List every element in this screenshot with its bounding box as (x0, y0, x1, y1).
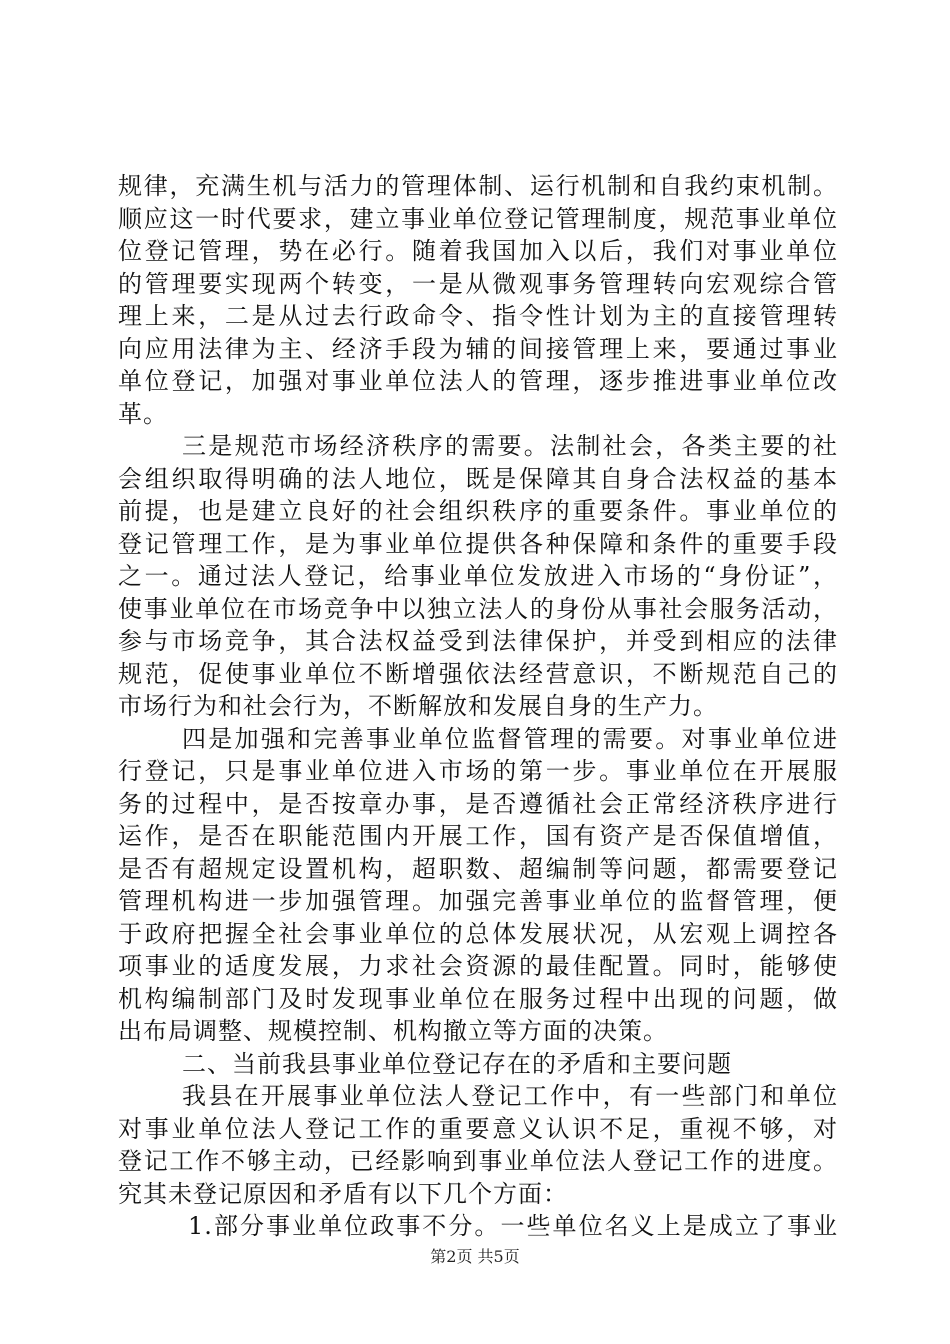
text-line: 会组织取得明确的法人地位，既是保障其自身合法权益的基本 (118, 464, 838, 493)
text-line: 项事业的适度发展，力求社会资源的最佳配置。同时，能够使 (118, 952, 838, 980)
text-line: 务的过程中，是否按章办事，是否遵循社会正常经济秩序进行 (118, 789, 838, 818)
text-line: 位登记管理，势在必行。随着我国加入以后，我们对事业单位 (118, 237, 838, 265)
paragraph-start-line: 我县在开展事业单位法人登记工作中，有一些部门和单位 (182, 1082, 838, 1110)
text-line: 管理机构进一步加强管理。加强完善事业单位的监督管理，便 (118, 887, 838, 915)
text-line: 行登记，只是事业单位进入市场的第一步。事业单位在开展服 (118, 757, 838, 785)
page-footer: 第2页 共5页 (430, 1247, 520, 1266)
text-line: 规律，充满生机与活力的管理体制、运行机制和自我约束机制。 (118, 172, 838, 200)
text-line: 使事业单位在市场竞争中以独立法人的身份从事社会服务活动， (118, 594, 838, 623)
text-line: 前提，也是建立良好的社会组织秩序的重要条件。事业单位的 (118, 497, 838, 525)
section-heading: 二、当前我县事业单位登记存在的矛盾和主要问题 (182, 1049, 732, 1078)
text-line: 规范，促使事业单位不断增强依法经营意识，不断规范自己的 (118, 659, 838, 688)
paragraph-start-line: 三是规范市场经济秩序的需要。法制社会，各类主要的社 (182, 432, 838, 460)
text-line: 出布局调整、规模控制、机构撤立等方面的决策。 (118, 1017, 668, 1045)
text-line: 的管理要实现两个转变，一是从微观事务管理转向宏观综合管 (118, 269, 838, 298)
text-line: 市场行为和社会行为，不断解放和发展自身的生产力。 (118, 692, 718, 720)
text-line: 之一。通过法人登记，给事业单位发放进入市场的“身份证”， (118, 562, 838, 590)
text-line: 单位登记，加强对事业单位法人的管理，逐步推进事业单位改 (118, 367, 838, 395)
text-line: 运作，是否在职能范围内开展工作，国有资产是否保值增值， (118, 822, 838, 850)
paragraph-start-line: 1.部分事业单位政事不分。一些单位名义上是成立了事业 (188, 1212, 838, 1240)
text-line: 登记管理工作，是为事业单位提供各种保障和条件的重要手段 (118, 529, 838, 558)
text-line: 对事业单位法人登记工作的重要意义认识不足，重视不够，对 (118, 1114, 838, 1143)
text-line: 理上来，二是从过去行政命令、指令性计划为主的直接管理转 (118, 302, 838, 330)
text-line: 于政府把握全社会事业单位的总体发展状况，从宏观上调控各 (118, 919, 838, 948)
text-line: 革。 (118, 399, 168, 428)
text-line: 向应用法律为主、经济手段为辅的间接管理上来，要通过事业 (118, 334, 838, 363)
text-line: 参与市场竞争，其合法权益受到法律保护，并受到相应的法律 (118, 627, 838, 655)
text-line: 究其未登记原因和矛盾有以下几个方面： (118, 1179, 568, 1208)
text-line: 顺应这一时代要求，建立事业单位登记管理制度，规范事业单位 (118, 204, 838, 233)
body-text (118, 170, 838, 1243)
paragraph-start-line: 四是加强和完善事业单位监督管理的需要。对事业单位进 (182, 724, 838, 753)
text-line: 是否有超规定设置机构，超职数、超编制等问题，都需要登记 (118, 854, 838, 883)
text-line: 机构编制部门及时发现事业单位在服务过程中出现的问题，做 (118, 984, 838, 1013)
text-line: 登记工作不够主动，已经影响到事业单位法人登记工作的进度。 (118, 1147, 838, 1175)
